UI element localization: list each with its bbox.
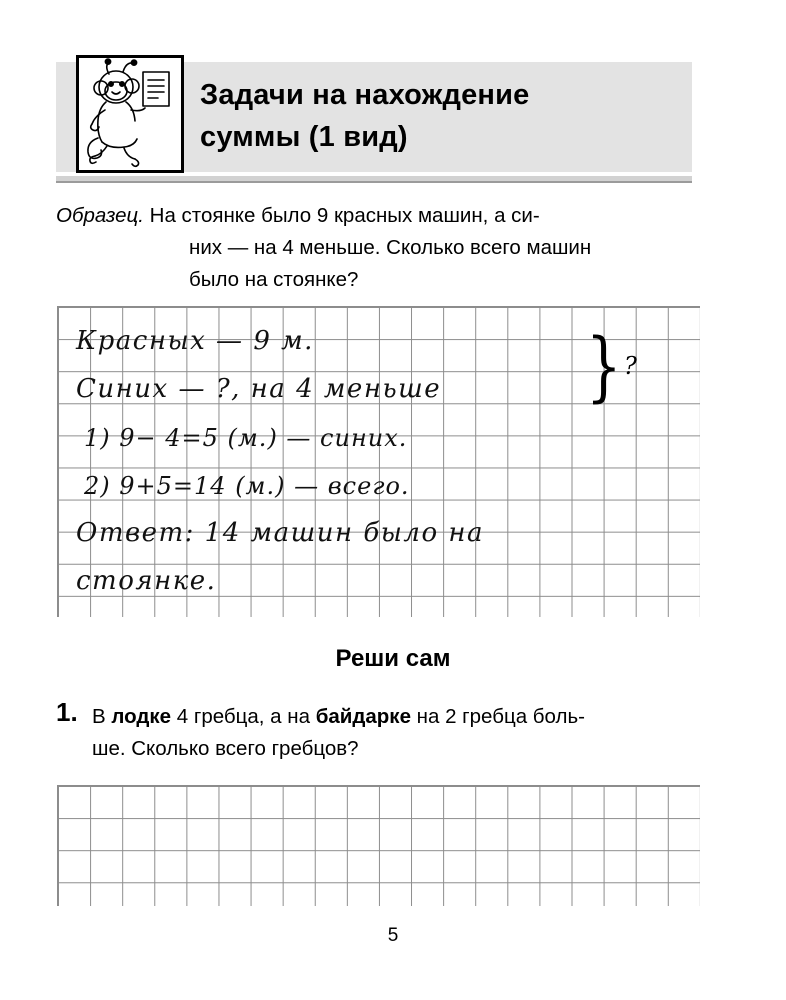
solution-line-2: Синих — ?, на 4 меньше: [76, 374, 442, 404]
header-divider: [56, 176, 692, 181]
sample-label: Образец.: [56, 204, 144, 227]
brace-bracket: }: [586, 323, 622, 411]
monkey-with-paper-icon: [76, 55, 184, 173]
section-heading: Реши сам: [335, 645, 451, 672]
sample-text-line-2: них — на 4 меньше. Сколько всего машин: [189, 235, 592, 259]
exercise-text-part-3: на 2 гребца боль-: [410, 705, 585, 728]
page-title: [200, 74, 680, 158]
page-title-line-2: суммы (1 вид): [200, 121, 408, 154]
sample-problem: [56, 200, 696, 295]
sample-text-line-3: было на стоянке?: [189, 267, 359, 291]
exercise-text-part-2: 4 гребца, а на: [171, 705, 316, 728]
solution-line-5: Ответ: 14 машин было на: [76, 518, 484, 548]
exercise-text: [92, 701, 700, 765]
solution-line-4: 2) 9+5=14 (м.) — всего.: [84, 472, 410, 500]
page-title-line-1: Задачи на нахождение: [200, 79, 530, 111]
brace-question-mark: ?: [624, 352, 637, 380]
exercise-text-part-1: В: [92, 705, 112, 728]
answer-grid-sheet[interactable]: [57, 785, 700, 906]
sample-text-line-1: На стоянке было 9 красных машин, а си-: [149, 204, 540, 227]
solution-line-1: Красных — 9 м.: [76, 326, 314, 356]
exercise-bold-1: лодке: [111, 705, 172, 728]
exercise-bold-2: байдарке: [315, 705, 411, 728]
exercise-number: 1.: [56, 697, 78, 727]
exercise-text-line-2: ше. Сколько всего гребцов?: [92, 736, 359, 760]
page-number: 5: [387, 925, 399, 946]
solution-line-3: 1) 9− 4=5 (м.) — синих.: [84, 424, 408, 452]
solution-line-6: стоянке.: [76, 566, 217, 596]
